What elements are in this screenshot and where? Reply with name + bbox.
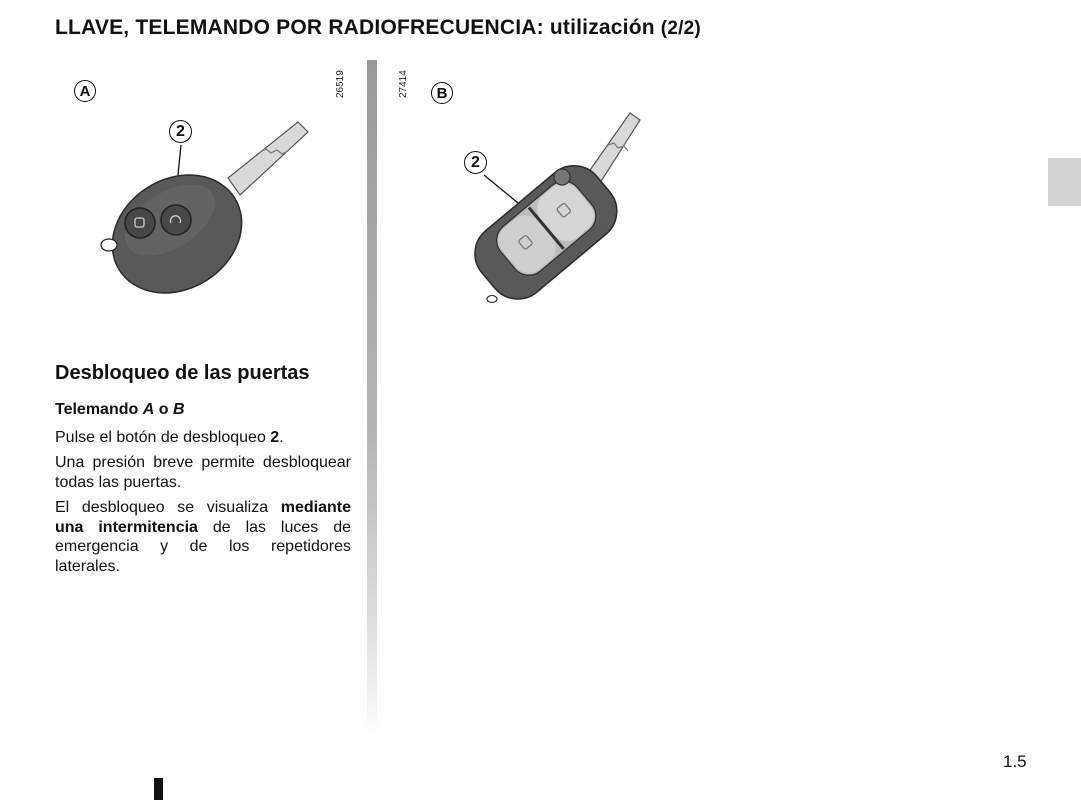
paragraph-short-press: Una presión breve permite desbloquear todas las puertas. xyxy=(55,454,351,491)
figure-a-ref-code: 26519 xyxy=(335,70,346,98)
figure-b-callout-2: 2 xyxy=(464,151,487,174)
remote-label xyxy=(55,400,351,420)
figure-a-callout-2: 2 xyxy=(169,120,192,143)
crop-mark xyxy=(154,778,163,800)
key-ring-hole xyxy=(487,296,497,303)
blade-release-button xyxy=(554,169,570,185)
p1-end: . xyxy=(279,428,284,446)
figure-a-label: A xyxy=(74,80,96,102)
remote-key-b-illustration xyxy=(440,105,655,320)
remote-key-a-illustration xyxy=(90,110,320,310)
p1-bold: 2 xyxy=(270,428,280,446)
instruction-unlock-button xyxy=(55,428,351,448)
page-title xyxy=(55,16,701,40)
p3-bold: mediante una intermitencia xyxy=(55,499,351,536)
unlock-button xyxy=(161,205,191,235)
remote-prefix: Telemando xyxy=(55,401,143,418)
section-heading: Desbloqueo de las puertas xyxy=(55,362,310,384)
section-thumb-tab xyxy=(1048,158,1081,206)
key-blade xyxy=(588,113,640,183)
lock-button xyxy=(125,208,155,238)
column-divider xyxy=(367,60,377,740)
remote-or: o xyxy=(154,401,173,418)
section-content xyxy=(55,400,351,582)
figure-b-ref-code: 27414 xyxy=(398,70,409,98)
figure-b-label: B xyxy=(431,82,453,104)
key-ring-hole xyxy=(101,239,117,251)
p3-text-a: El desbloqueo se visualiza xyxy=(55,499,281,516)
page-number: 1.5 xyxy=(1003,752,1027,771)
title-main: LLAVE, TELEMANDO POR RADIOFRECUENCIA: utilización xyxy=(55,16,655,39)
remote-b: B xyxy=(172,401,185,418)
p1-text: Pulse el botón de desbloqueo xyxy=(55,428,271,446)
key-blade xyxy=(228,122,308,195)
p3-text-b: de las luces de emergencia y de los repetidores laterales. xyxy=(55,518,351,575)
callout-leader-line xyxy=(484,175,518,203)
paragraph-unlock-indication xyxy=(55,498,351,576)
remote-a: A xyxy=(142,401,155,418)
title-pagination: (2/2) xyxy=(660,18,701,39)
